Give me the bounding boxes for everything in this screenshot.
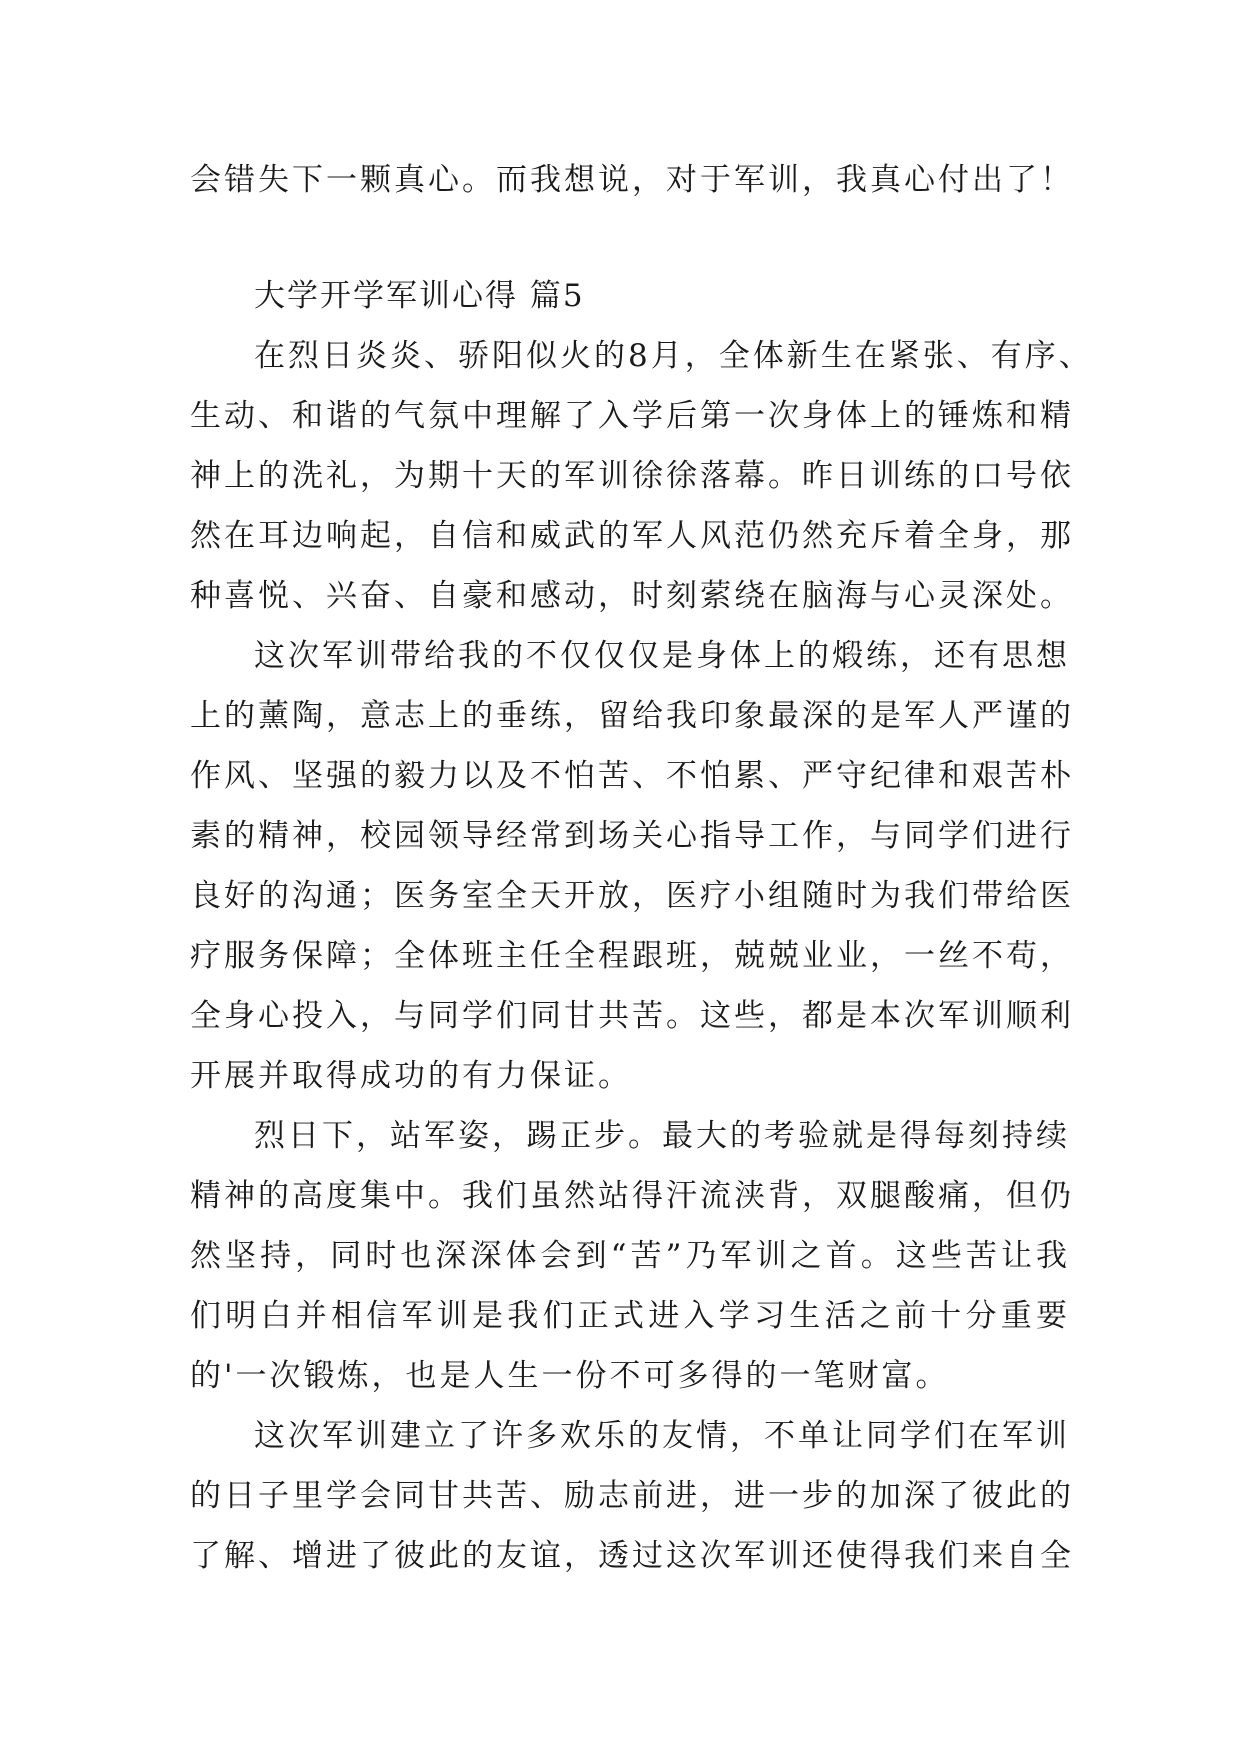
paragraph-line: 神上的洗礼，为期十天的军训徐徐落幕。昨日训练的口号依	[190, 458, 1074, 494]
paragraph-line: 良好的沟通；医务室全天开放，医疗小组随时为我们带给医	[190, 878, 1074, 914]
paragraph-line: 这次军训建立了许多欢乐的友情，不单让同学们在军训	[254, 1418, 1070, 1454]
paragraph-line: 种喜悦、兴奋、自豪和感动，时刻萦绕在脑海与心灵深处。	[190, 578, 1074, 614]
paragraph-line: 这次军训带给我的不仅仅仅是身体上的煅练，还有思想	[254, 638, 1070, 674]
paragraph-4	[190, 1406, 1074, 1586]
paragraph-line: 上的薰陶，意志上的垂练，留给我印象最深的是军人严谨的	[190, 698, 1074, 734]
section-spacer	[190, 210, 1070, 266]
paragraph-line: 疗服务保障；全体班主任全程跟班，兢兢业业，一丝不苟，	[190, 938, 1074, 974]
paragraph-line: 的日子里学会同甘共苦、励志前进，进一步的加深了彼此的	[190, 1478, 1074, 1514]
paragraph-line: 了解、增进了彼此的友谊，透过这次军训还使得我们来自全	[190, 1538, 1074, 1574]
paragraph-line: 然在耳边响起，自信和威武的军人风范仍然充斥着全身，那	[190, 518, 1074, 554]
paragraph-line: 全身心投入，与同学们同甘共苦。这些，都是本次军训顺利	[190, 998, 1074, 1034]
paragraph-line: 生动、和谐的气氛中理解了入学后第一次身体上的锤炼和精	[190, 398, 1074, 434]
paragraph-line: 的'一次锻炼，也是人生一份不可多得的一笔财富。	[190, 1358, 950, 1394]
paragraph-line: 开展并取得成功的有力保证。	[190, 1058, 632, 1094]
paragraph-line: 们明白并相信军训是我们正式进入学习生活之前十分重要	[190, 1298, 1070, 1334]
paragraph-line: 在烈日炎炎、骄阳似火的8月，全体新生在紧张、有序、	[254, 338, 1093, 374]
paragraph-2	[190, 626, 1074, 1106]
paragraph-line: 然坚持，同时也深深体会到“苦”乃军训之首。这些苦让我	[190, 1238, 1070, 1274]
paragraph-1	[190, 326, 1093, 626]
paragraph-3	[190, 1106, 1074, 1406]
document-body	[190, 150, 1093, 1586]
paragraph-line: 烈日下，站军姿，踢正步。最大的考验就是得每刻持续	[254, 1118, 1070, 1154]
paragraph-line: 精神的高度集中。我们虽然站得汗流浃背，双腿酸痛，但仍	[190, 1178, 1074, 1214]
section-title: 大学开学军训心得 篇5	[254, 278, 585, 314]
opening-line: 会错失下一颗真心。而我想说，对于军训，我真心付出了！	[190, 162, 1074, 198]
paragraph-line: 素的精神，校园领导经常到场关心指导工作，与同学们进行	[190, 818, 1074, 854]
paragraph-line: 作风、坚强的毅力以及不怕苦、不怕累、严守纪律和艰苦朴	[190, 758, 1074, 794]
